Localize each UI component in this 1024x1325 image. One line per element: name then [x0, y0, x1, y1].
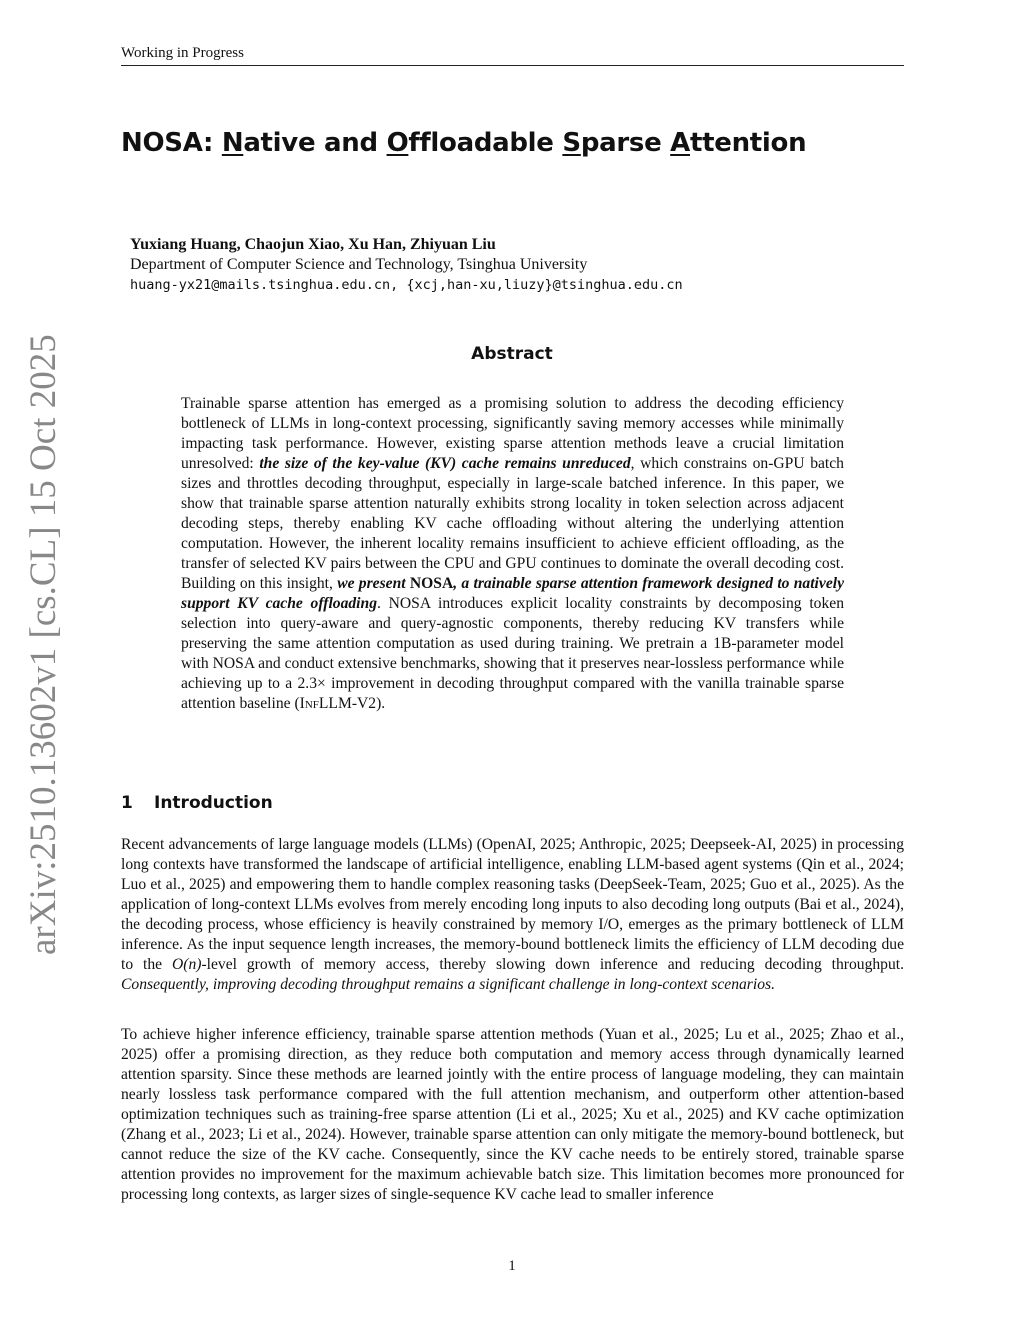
intro-paragraph-1: [121, 835, 904, 995]
header-rule: [121, 65, 904, 66]
title-letter-o: O: [386, 128, 409, 158]
arxiv-identifier: arXiv:2510.13602v1 [cs.CL] 15 Oct 2025: [23, 334, 64, 955]
abstract-emphasis-nosa: NOSA: [409, 575, 454, 592]
page-number: 1: [508, 1258, 516, 1274]
abstract-text-2: , which constrains on-GPU batch sizes and throttles decoding throughput, especially in large-scale batched inference. In this paper, we show that trainable sparse attention naturally exhibits strong locality in token selection across adjacent decoding steps, thereby enabling KV cache offloading without altering the underlying attention computation. However, the inherent locality remains insufficient to achieve efficient offloading, as the transfer of selected KV pairs between the CPU and GPU continues to dominate the overall decoding cost. Building on this insight,: [181, 455, 844, 592]
intro-p1-text-b: -level growth of memory access, thereby slowing down inference and reducing decoding throughput.: [201, 956, 904, 973]
intro-paragraph-2: To achieve higher inference efficiency, trainable sparse attention methods (Yuan et al., 2025; Lu et al., 2025; Zhao et al., 2025) offer a promising direction, as they reduce both computation and memory access through dynamically learned attention sparsity. Since these methods are learned jointly with the entire process of language modeling, they can maintain nearly lossless task performance compared with the full attention mechanism, and outperform other attention-based optimization techniques such as training-free sparse attention (Li et al., 2025; Xu et al., 2025) and KV cache optimization (Zhang et al., 2023; Li et al., 2024). However, trainable sparse attention can only mitigate the memory-bound bottleneck, but cannot reduce the size of the KV cache. Consequently, since the KV cache needs to be entirely stored, trainable sparse attention provides no improvement for the maximum achievable batch size. This limitation becomes more pronounced for processing long contexts, as larger sizes of single-sequence KV cache lead to smaller inference: [121, 1026, 904, 1203]
abstract-emphasis-present: we present: [337, 575, 410, 592]
section-heading-introduction: [121, 793, 273, 813]
abstract-text-3: . NOSA introduces explicit locality constraints by decomposing token selection into query-aware and query-agnostic components, thereby reducing KV transfers while preserving the same attention computation as used during training. We pretrain a 1B-parameter model with NOSA and conduct extensive benchmarks, showing that it preserves near-lossless performance while achieving up to a 2.3× improvement in decoding throughput compared with the vanilla trainable sparse attention baseline (: [181, 595, 844, 712]
affiliation: Department of Computer Science and Technology, Tsinghua University: [130, 256, 588, 273]
title-word-attention: ttention: [690, 128, 807, 158]
title-letter-n: N: [221, 128, 244, 158]
paper-title: [121, 128, 806, 158]
abstract-baseline-name: InfLLM-V2: [299, 695, 377, 712]
intro-p1-text-a: Recent advancements of large language models (LLMs) (OpenAI, 2025; Anthropic, 2025; Deepseek-AI, 2025) in processing long contexts have transformed the landscape of artificial intelligence, enabling LLM-based agent systems (Qin et al., 2024; Luo et al., 2025) and empowering them to handle complex reasoning tasks (DeepSeek-Team, 2025; Guo et al., 2025). As the application of long-context LLMs evolves from merely encoding long inputs to also decoding long outputs (Bai et al., 2024), the decoding process, whose efficiency is heavily constrained by memory I/O, emerges as the primary bottleneck of LLM inference. As the input sequence length increases, the memory-bound bottleneck limits the efficiency of LLM decoding due to the: [121, 836, 904, 973]
title-word-sparse: parse: [580, 128, 671, 158]
title-letter-a: A: [670, 128, 690, 158]
title-word-offloadable: ffloadable: [408, 128, 563, 158]
author-list: Yuxiang Huang, Chaojun Xiao, Xu Han, Zhiyuan Liu: [130, 236, 496, 253]
abstract-emphasis-kv: the size of the key-value (KV) cache remains unreduced: [259, 455, 631, 472]
title-prefix: NOSA:: [121, 128, 222, 158]
section-title: Introduction: [154, 793, 273, 813]
title-letter-s: S: [562, 128, 581, 158]
running-head: Working in Progress: [121, 45, 244, 61]
author-emails: huang-yx21@mails.tsinghua.edu.cn, {xcj,han-xu,liuzy}@tsinghua.edu.cn: [130, 277, 683, 293]
intro-p1-math: O(n): [172, 956, 202, 973]
abstract-text-4: ).: [376, 695, 386, 712]
abstract-text-1: Trainable sparse attention has emerged as a promising solution to address the decoding efficiency bottleneck of LLMs in long-context processing, significantly saving memory accesses while minimally impacting task performance. However, existing sparse attention methods leave a crucial limitation unresolved:: [181, 395, 844, 472]
title-word-native: ative and: [243, 128, 387, 158]
intro-p1-emphasis: Consequently, improving decoding throughput remains a significant challenge in long-context scenarios.: [121, 976, 775, 993]
section-number: 1: [121, 793, 133, 813]
abstract-heading: Abstract: [471, 344, 553, 364]
abstract-body: [181, 394, 844, 714]
abstract-emphasis-framework: , a trainable sparse attention framework designed to natively support KV cache offloading: [181, 575, 844, 612]
